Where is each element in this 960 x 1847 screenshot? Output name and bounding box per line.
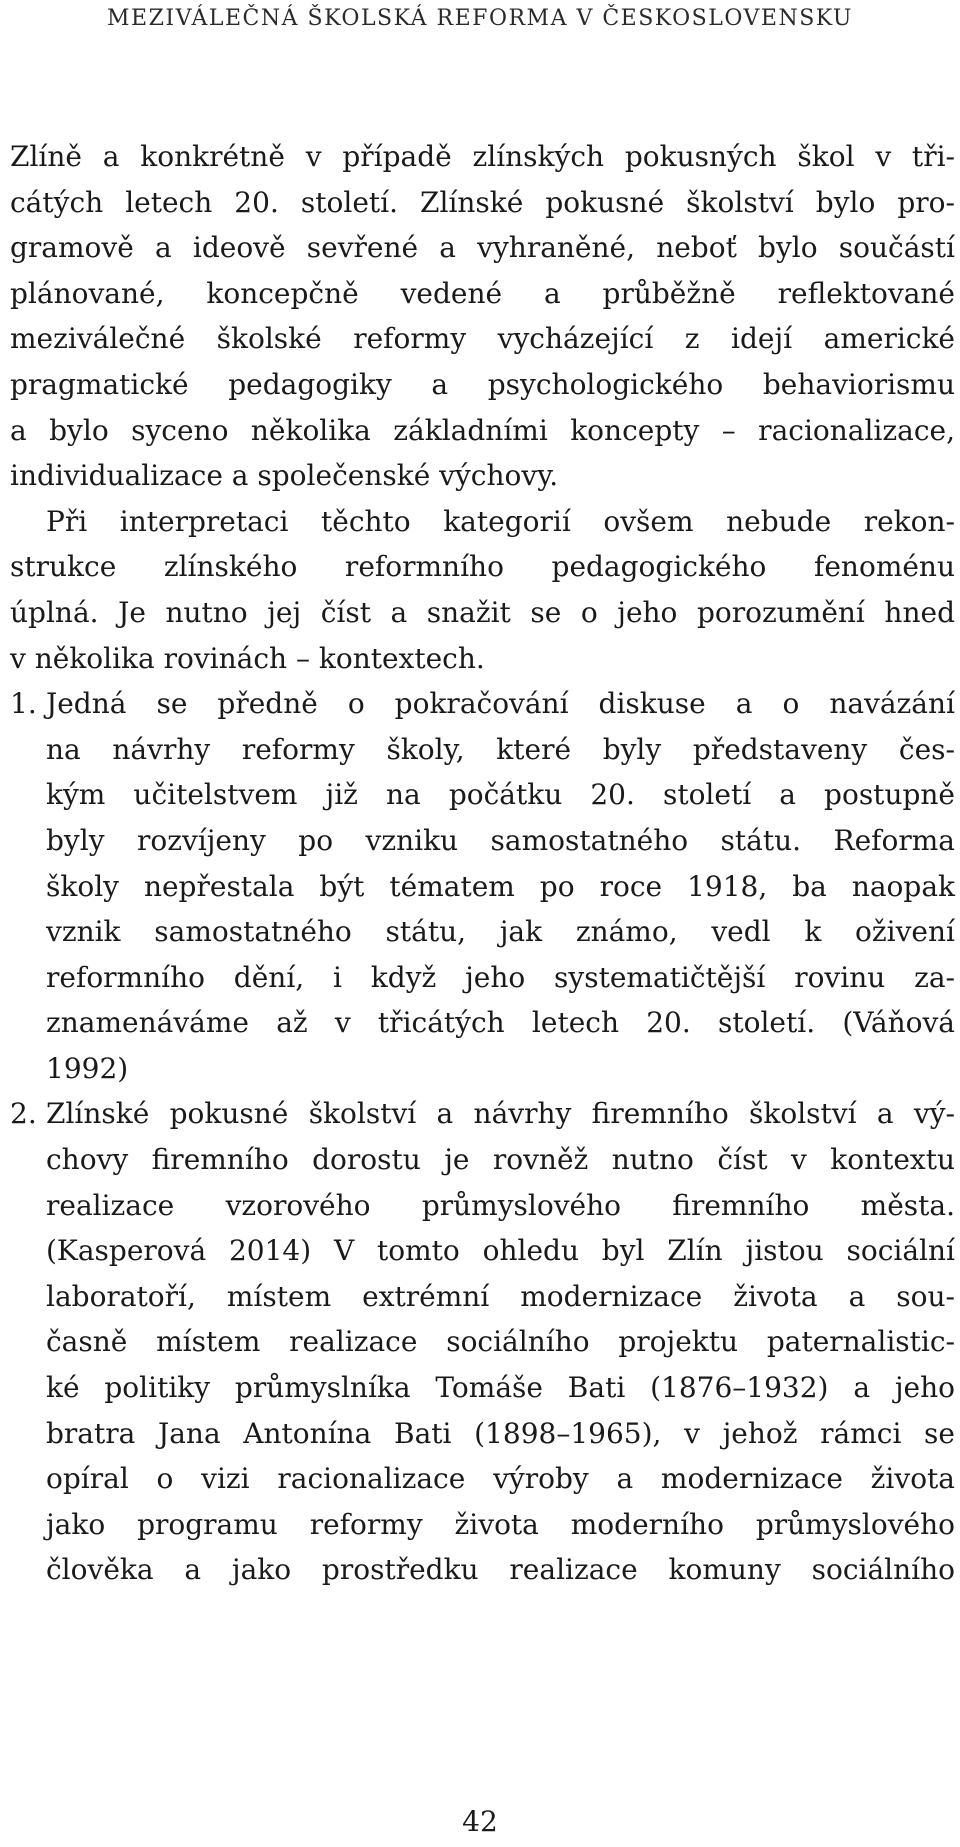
text-line: gramově a ideově sevřené a vyhraněné, neboť bylo součástí (10, 231, 955, 265)
text-line: časně místem realizace sociálního projektu paternalistic- (46, 1325, 955, 1359)
text-line: plánované, koncepčně vedené a průběžně reflektované (10, 276, 955, 310)
paragraph-interpretation (10, 499, 955, 681)
text-line: školy nepřestala být tématem po roce 1918, ba naopak (46, 869, 955, 903)
text-line: jako programu reformy života moderního průmyslového (46, 1507, 955, 1541)
text-line: v několika rovinách – kontextech. (10, 641, 485, 675)
text-line: kým učitelstvem již na počátku 20. století a postupně (46, 778, 955, 812)
text-line: znamenáváme až v třicátých letech 20. století. (Váňová (46, 1006, 955, 1040)
text-line: na návrhy reformy školy, které byly představeny čes- (46, 732, 955, 766)
text-line: Zlíně a konkrétně v případě zlínských pokusných škol v tři- (10, 140, 955, 173)
text-line-content: Zlínské pokusné školství a návrhy firemního školství a vý- (46, 1097, 955, 1131)
text-line (10, 681, 955, 727)
text-line-content: Jedná se předně o pokračování diskuse a o navázání (46, 687, 955, 721)
text-line: strukce zlínského reformního pedagogického fenoménu (10, 550, 955, 584)
text-line: 1992) (46, 1051, 129, 1085)
text-line: realizace vzorového průmyslového firemního města. (46, 1188, 955, 1222)
body-text (10, 134, 955, 1593)
text-line: bratra Jana Antonína Bati (1898–1965), v jehož rámci se (46, 1416, 955, 1450)
list-number: 2. (10, 1097, 37, 1131)
text-line (10, 1091, 955, 1137)
text-line: laboratoří, místem extrémní modernizace života a sou- (46, 1279, 955, 1313)
text-line: chovy firemního dorostu je rovněž nutno číst v kontextu (46, 1143, 955, 1177)
text-line: člověka a jako prostředku realizace komuny sociálního (46, 1553, 955, 1587)
text-line: meziválečné školské reformy vycházející z idejí americké (10, 322, 955, 356)
text-line: pragmatické pedagogiky a psychologického behaviorismu (10, 367, 955, 401)
text-line: individualizace a společenské výchovy. (10, 459, 559, 493)
text-line: (Kasperová 2014) V tomto ohledu byl Zlín jistou sociální (46, 1234, 955, 1268)
text-line: byly rozvíjeny po vzniku samostatného státu. Reforma (46, 823, 955, 857)
numbered-list-item-1 (10, 681, 955, 1091)
text-line: vznik samostatného státu, jak známo, vedl k oživení (46, 915, 955, 949)
text-line: cátých letech 20. století. Zlínské pokusné školství bylo pro- (10, 185, 955, 219)
text-line: Při interpretaci těchto kategorií ovšem nebude rekon- (46, 504, 955, 538)
list-number: 1. (10, 687, 37, 721)
page-number: 42 (462, 1805, 498, 1838)
paragraph-continuation (10, 134, 955, 499)
text-line: ké politiky průmyslníka Tomáše Bati (1876–1932) a jeho (46, 1371, 955, 1405)
text-line: reformního dění, i když jeho systematičtější rovinu za- (46, 960, 955, 994)
numbered-list-item-2 (10, 1091, 955, 1593)
running-header: MEZIVÁLEČNÁ ŠKOLSKÁ REFORMA V ČESKOSLOVENSKU (107, 6, 853, 31)
text-line: opíral o vizi racionalizace výroby a modernizace života (46, 1462, 955, 1496)
text-line: a bylo syceno několika základními koncepty – racionalizace, (10, 413, 955, 447)
text-line: úplná. Je nutno jej číst a snažit se o jeho porozumění hned (10, 595, 955, 629)
